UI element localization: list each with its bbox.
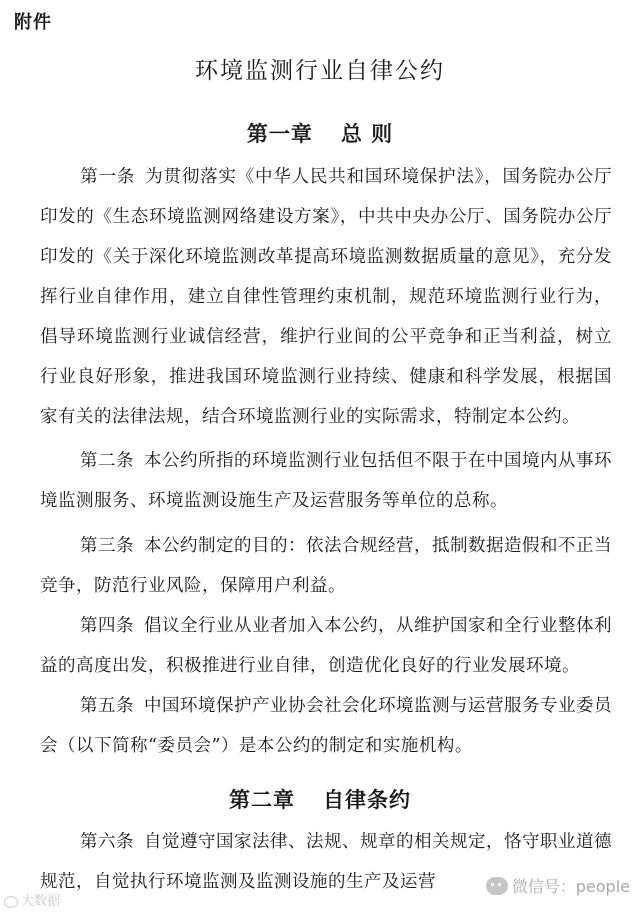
article-1-label: 第一条 [80, 167, 136, 187]
watermark-left-text: 大数据 [21, 894, 61, 909]
article-6-text: 自觉遵守国家法律、法规、规章的相关规定，恪守职业道德规范，自觉执行环境监测及监测设施的生产及运营 [40, 832, 612, 892]
chapter-2-heading [0, 784, 640, 814]
article-5 [40, 686, 612, 766]
watermark-right [486, 874, 630, 897]
article-1-text: 为贯彻落实《中华人民共和国环境保护法》，国务院办公厅印发的《生态环境监测网络建设方案》，中共中央办公厅、国务院办公厅印发的《关于深化环境监测改革提高环境监测数据质量的意见》，充分发挥行业自律作用，建立自律性管理约束机制，规范环境监测行业行为，倡导环境监测行业诚信经营，维护行业间的公平竞争和正当利益，树立行业良好形象，推进我国环境监测行业持续、健康和科学发展，根据国家有关的法律法规，结合环境监测行业的实际需求，特制定本公约。 [40, 167, 613, 427]
attachment-label: 附件 [14, 12, 52, 33]
watermark-right-text: 微信号：people [511, 877, 630, 896]
document-title: 环境监测行业自律公约 [195, 58, 445, 84]
article-2 [40, 441, 612, 521]
article-4-text: 倡议全行业从业者加入本公约，从维护国家和全行业整体利益的高度出发，积极推进行业自律，创造优化良好的行业发展环境。 [40, 616, 612, 676]
article-2-label: 第二条 [80, 451, 134, 471]
chapter-1-number: 第一章 [246, 122, 313, 146]
article-3-text: 本公约制定的目的：依法合规经营，抵制数据造假和不正当竞争，防范行业风险，保障用户利益。 [40, 536, 612, 596]
article-4 [40, 606, 612, 686]
article-4-label: 第四条 [80, 616, 134, 636]
article-3-label: 第三条 [80, 536, 134, 556]
article-2-text: 本公约所指的环境监测行业包括但不限于在中国境内从事环境监测服务、环境监测设施生产及运营服务等单位的总称。 [40, 451, 612, 511]
article-5-text: 中国环境保护产业协会社会化环境监测与运营服务专业委员会（以下简称“委员会”）是本公约的制定和实施机构。 [40, 696, 612, 756]
chapter-2-name: 自律条约 [323, 788, 411, 812]
article-6-label: 第六条 [80, 832, 134, 852]
chapter-1-heading [0, 118, 640, 148]
chapter-2-number: 第二章 [229, 788, 295, 812]
article-5-label: 第五条 [80, 696, 134, 716]
watermark-logo-icon [4, 896, 18, 908]
article-3 [40, 526, 612, 606]
wechat-icon [486, 877, 508, 895]
watermark-left [4, 890, 60, 909]
article-1 [40, 157, 612, 437]
chapter-1-name: 总 则 [340, 122, 394, 146]
